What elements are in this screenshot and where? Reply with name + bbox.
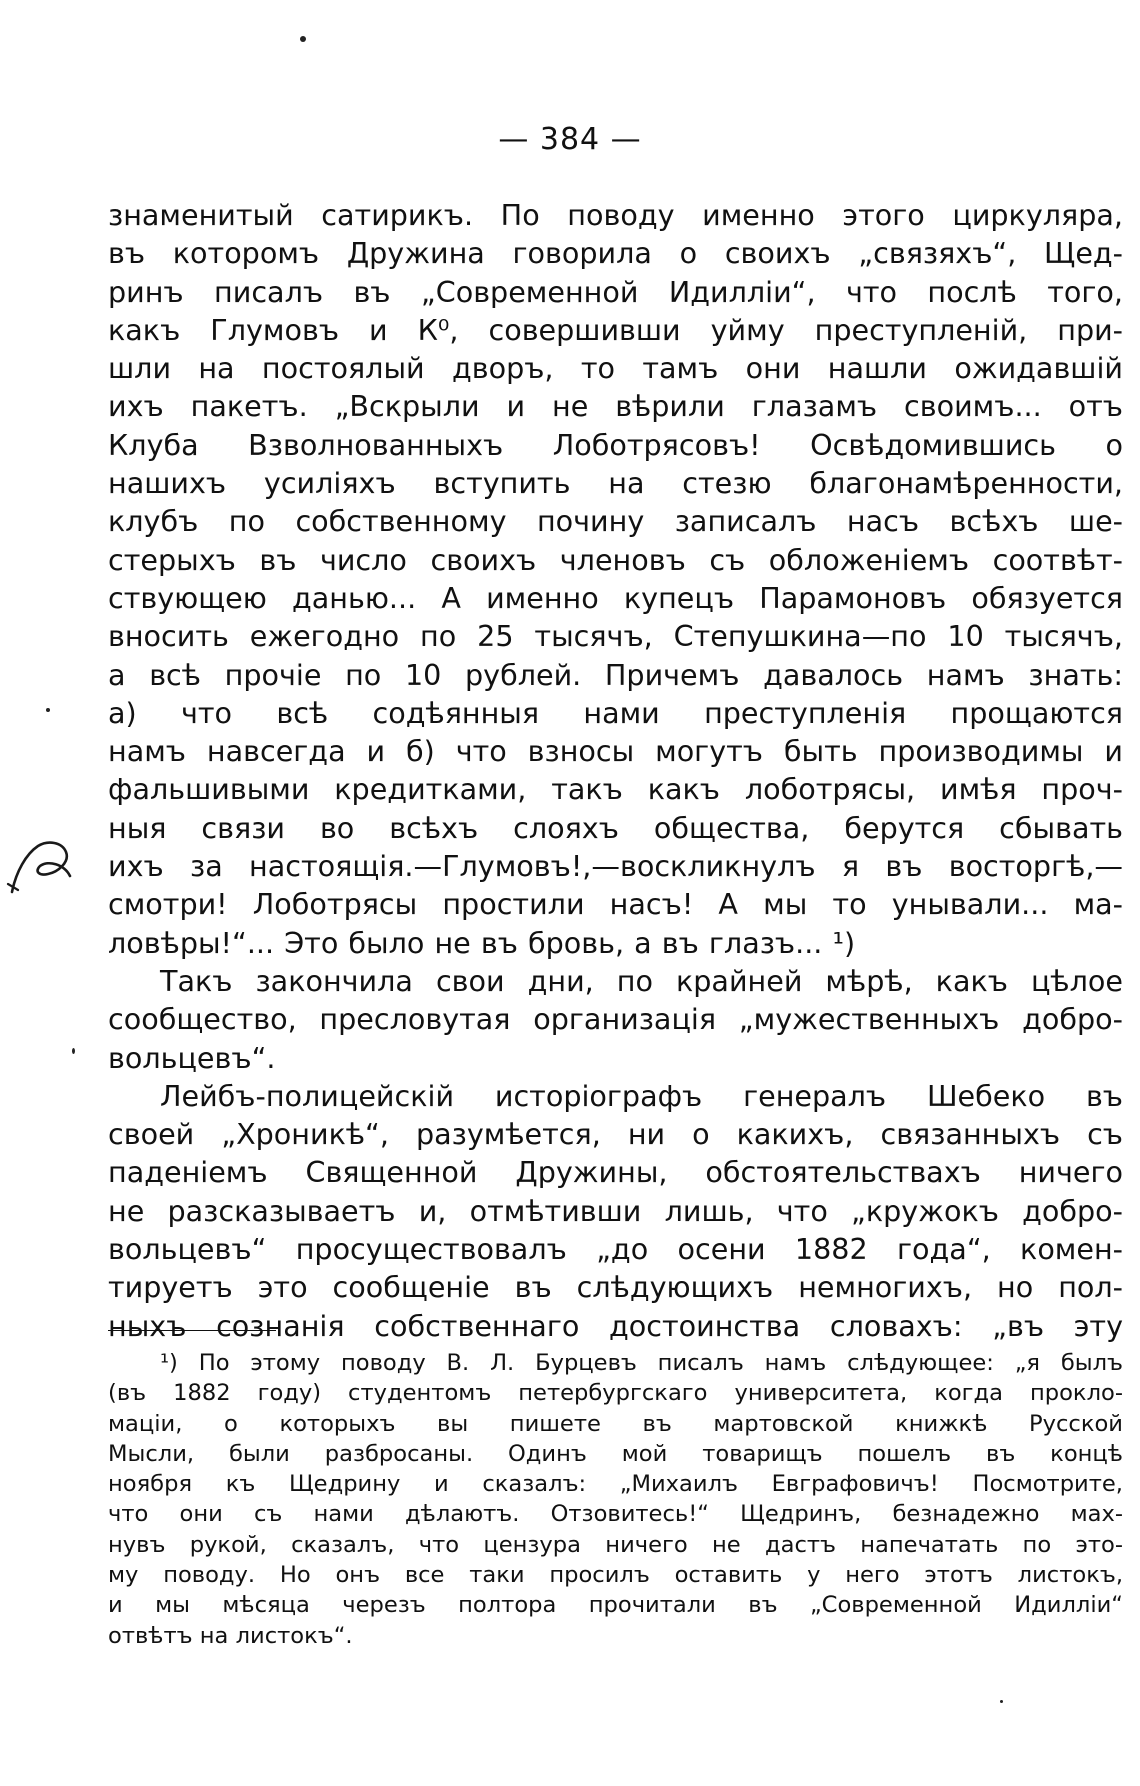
text-line: намъ навсегда и б) что взносы могутъ быть производимы и bbox=[108, 734, 1123, 769]
footnote-line: маціи, о которыхъ вы пишете въ мартовской книжкѣ Русской bbox=[108, 1410, 1123, 1437]
footnote-line: ¹) По этому поводу В. Л. Бурцевъ писалъ намъ слѣдующее: „я былъ bbox=[160, 1350, 1123, 1376]
margin-pencil-mark bbox=[4, 832, 80, 904]
text-line: ныя связи во всѣхъ слояхъ общества, берутся сбывать bbox=[108, 810, 1123, 845]
ink-dot-top bbox=[300, 36, 306, 42]
main-text bbox=[108, 196, 1123, 1345]
footnote-line: Мысли, были разбросаны. Одинъ мой товарищъ пошелъ въ концѣ bbox=[108, 1440, 1123, 1467]
text-line: смотри! Лоботрясы простили насъ! А мы то унывали... ма- bbox=[108, 887, 1123, 922]
footnote-line: и мы мѣсяца черезъ полтора прочитали въ „Современной Идилліи“ bbox=[108, 1592, 1123, 1619]
text-line: своей „Хроникѣ“, разумѣется, ни о какихъ, связанныхъ съ bbox=[108, 1117, 1123, 1152]
text-line: ловѣры!“... Это было не въ бровь, а въ глазъ... ¹) bbox=[108, 925, 856, 960]
text-line: ринъ писалъ въ „Современной Идилліи“, что послѣ того, bbox=[108, 274, 1123, 309]
text-line: не разсказываетъ и, отмѣтивши лишь, что „кружокъ добро- bbox=[108, 1193, 1123, 1228]
footnote-line: нувъ рукой, сказалъ, что цензура ничего не дастъ напечатать по это- bbox=[108, 1531, 1123, 1558]
text-line: Лейбъ-полицейскій исторіографъ генералъ Шебеко въ bbox=[160, 1078, 1123, 1113]
footnote-line: отвѣтъ на листокъ“. bbox=[108, 1622, 353, 1649]
footnote-line: му поводу. Но онъ все таки просилъ оставить у него этотъ листокъ, bbox=[108, 1562, 1123, 1589]
footnote bbox=[108, 1348, 1123, 1651]
ink-dot-bottom bbox=[1000, 1700, 1003, 1703]
text-line: паденіемъ Священной Дружины, обстоятельствахъ ничего bbox=[108, 1155, 1123, 1190]
text-line: клубъ по собственному почину записалъ насъ всѣхъ ше- bbox=[108, 504, 1123, 539]
text-line: вольцевъ“. bbox=[108, 1040, 276, 1075]
text-line: ихъ пакетъ. „Вскрыли и не вѣрили глазамъ своимъ... отъ bbox=[108, 389, 1123, 424]
footnote-divider bbox=[108, 1330, 276, 1331]
text-line: тируетъ это сообщеніе въ слѣдующихъ немногихъ, но пол- bbox=[108, 1270, 1123, 1305]
text-line: шли на постоялый дворъ, то тамъ они нашли ожидавшій bbox=[108, 351, 1123, 386]
text-line: ихъ за настоящія.—Глумовъ!,—воскликнулъ я въ восторгѣ,— bbox=[108, 849, 1123, 884]
text-line: а всѣ прочіе по 10 рублей. Причемъ давалось намъ знать: bbox=[108, 657, 1123, 692]
ink-dot-margin bbox=[46, 708, 50, 712]
text-line: сообщество, пресловутая организація „мужественныхъ добро- bbox=[108, 1002, 1123, 1037]
footnote-line: ноября къ Щедрину и сказалъ: „Михаилъ Евграфовичъ! Посмотрите, bbox=[108, 1471, 1123, 1498]
text-line: знаменитый сатирикъ. По поводу именно этого циркуляра, bbox=[108, 198, 1123, 232]
footnote-line: что они съ нами дѣлаютъ. Отзовитесь!“ Щедринъ, безнадежно мах- bbox=[108, 1501, 1123, 1528]
footnote-line: (въ 1882 году) студентомъ петербургскаго университета, когда прокло- bbox=[108, 1380, 1123, 1407]
text-line: ствующею данью... А именно купецъ Парамоновъ обязуется bbox=[108, 580, 1123, 615]
ink-dot-margin bbox=[72, 1048, 75, 1054]
page-number: — 384 — bbox=[498, 122, 642, 157]
text-line: а) что всѣ содѣянныя нами преступленія прощаются bbox=[108, 695, 1123, 730]
text-line: Клуба Взволнованныхъ Лоботрясовъ! Освѣдомившись о bbox=[108, 427, 1123, 462]
text-line: вольцевъ“ просуществовалъ „до осени 1882 года“, комен- bbox=[108, 1232, 1123, 1267]
text-line: вносить ежегодно по 25 тысячъ, Степушкина—по 10 тысячъ, bbox=[108, 619, 1123, 654]
text-line: ныхъ сознанія собственнаго достоинства словахъ: „въ эту bbox=[108, 1308, 1123, 1343]
text-line: въ которомъ Дружина говорила о своихъ „связяхъ“, Щед- bbox=[108, 236, 1123, 271]
text-line: Такъ закончила свои дни, по крайней мѣрѣ, какъ цѣлое bbox=[160, 963, 1123, 998]
text-line: нашихъ усиліяхъ вступить на стезю благонамѣренности, bbox=[108, 466, 1123, 501]
text-line: какъ Глумовъ и К⁰, совершивши уйму преступленій, при- bbox=[108, 312, 1123, 347]
text-line: фальшивыми кредитками, такъ какъ лоботрясы, имѣя проч- bbox=[108, 772, 1123, 807]
text-line: стерыхъ въ число своихъ членовъ съ обложеніемъ соотвѣт- bbox=[108, 542, 1123, 577]
